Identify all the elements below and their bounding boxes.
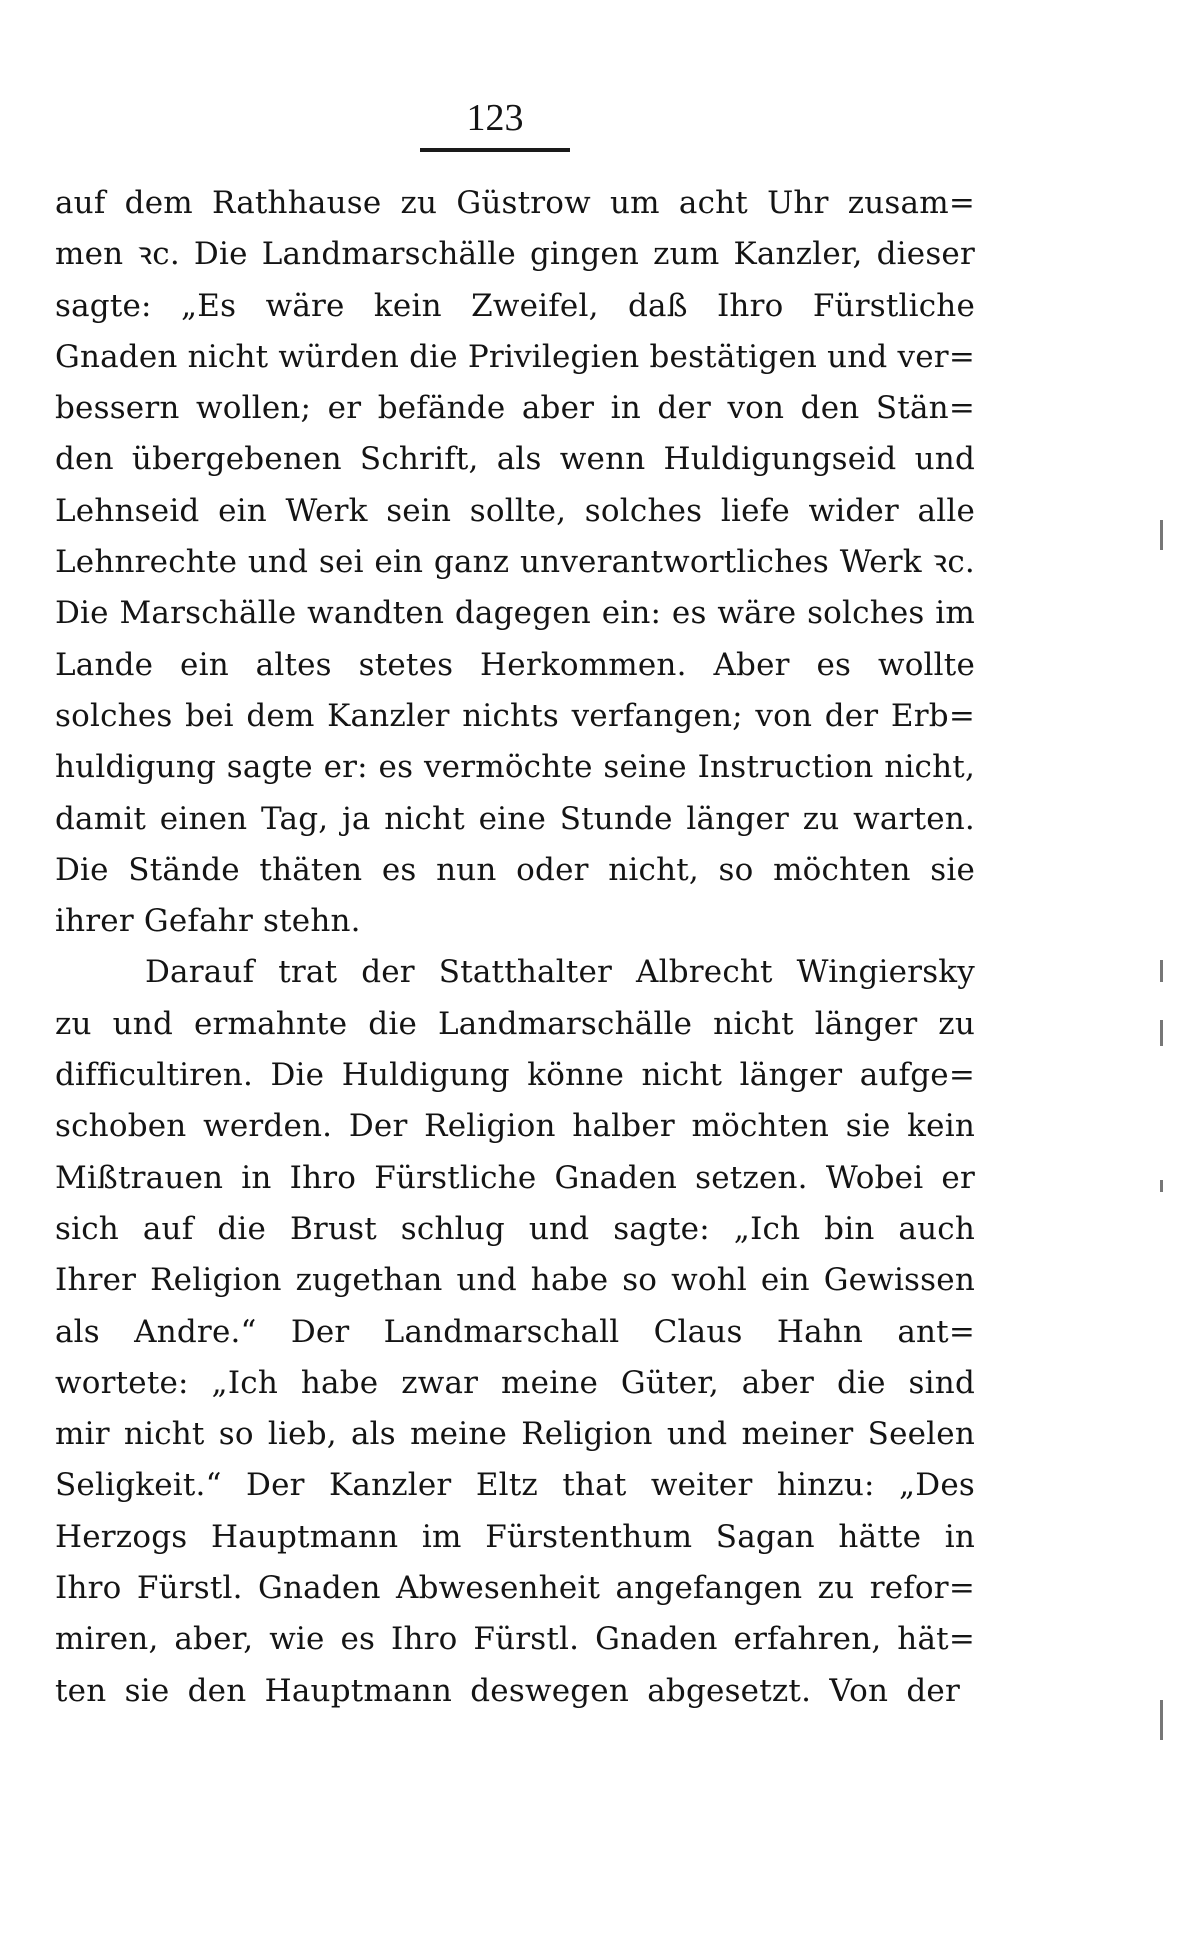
- text-line: wortete: „Ich habe zwar meine Güter, aber die sind: [55, 1364, 975, 1401]
- text-line: difficultiren. Die Huldigung könne nicht länger aufge=: [55, 1057, 975, 1094]
- text-line: damit einen Tag, ja nicht eine Stunde länger zu warten.: [55, 800, 975, 837]
- text-line: den übergebenen Schrift, als wenn Huldigungseid und: [55, 441, 975, 478]
- page-number-rule: [420, 148, 570, 152]
- scan-margin-marks: [1160, 520, 1180, 1820]
- text-line: schoben werden. Der Religion halber möchten sie kein: [55, 1108, 975, 1145]
- text-line: bessern wollen; er befände aber in der von den Stän=: [55, 390, 975, 427]
- text-line: men ꝛc. Die Landmarschälle gingen zum Kanzler, dieser: [55, 236, 975, 273]
- scan-mark: [1160, 1180, 1163, 1192]
- text-line: mir nicht so lieb, als meine Religion und meiner Seelen: [55, 1416, 975, 1453]
- text-line: zu und ermahnte die Landmarschälle nicht länger zu: [55, 1005, 975, 1042]
- page-number: 123: [466, 97, 524, 139]
- text-line: sagte: „Es wäre kein Zweifel, daß Ihro Fürstliche: [55, 287, 975, 324]
- text-line: Lande ein altes stetes Herkommen. Aber es wollte: [55, 646, 975, 683]
- text-line: auf dem Rathhause zu Güstrow um acht Uhr zusam=: [55, 185, 975, 221]
- text-line: Lehnrechte und sei ein ganz unverantwortliches Werk ꝛc.: [55, 544, 975, 581]
- text-line: ten sie den Hauptmann deswegen abgesetzt. Von der: [55, 1672, 960, 1709]
- text-line: Seligkeit.“ Der Kanzler Eltz that weiter hinzu: „Des: [55, 1467, 975, 1504]
- text-line: ihrer Gefahr stehn.: [55, 903, 361, 940]
- text-line: sich auf die Brust schlug und sagte: „Ich bin auch: [55, 1210, 975, 1247]
- text-line: Die Marschälle wandten dagegen ein: es wäre solches im: [55, 595, 975, 632]
- scan-mark: [1160, 1700, 1163, 1740]
- text-line: miren, aber, wie es Ihro Fürstl. Gnaden erfahren, hät=: [55, 1621, 975, 1658]
- text-line: Darauf trat der Statthalter Albrecht Wingiersky: [145, 954, 975, 991]
- scan-mark: [1160, 1020, 1163, 1046]
- body-text: [55, 178, 975, 1717]
- text-line: Lehnseid ein Werk sein sollte, solches liefe wider alle: [55, 492, 975, 529]
- scan-mark: [1160, 520, 1163, 550]
- scan-mark: [1160, 960, 1163, 982]
- text-line: Ihro Fürstl. Gnaden Abwesenheit angefangen zu refor=: [55, 1570, 975, 1607]
- text-line: huldigung sagte er: es vermöchte seine Instruction nicht,: [55, 749, 975, 786]
- text-line: als Andre.“ Der Landmarschall Claus Hahn ant=: [55, 1313, 975, 1350]
- text-line: solches bei dem Kanzler nichts verfangen; von der Erb=: [55, 697, 975, 734]
- text-line: Mißtrauen in Ihro Fürstliche Gnaden setzen. Wobei er: [55, 1159, 975, 1196]
- text-line: Ihrer Religion zugethan und habe so wohl ein Gewissen: [55, 1262, 975, 1299]
- text-line: Gnaden nicht würden die Privilegien bestätigen und ver=: [55, 338, 975, 375]
- text-line: Herzogs Hauptmann im Fürstenthum Sagan hätte in: [55, 1518, 975, 1555]
- text-line: Die Stände thäten es nun oder nicht, so möchten sie: [55, 851, 975, 888]
